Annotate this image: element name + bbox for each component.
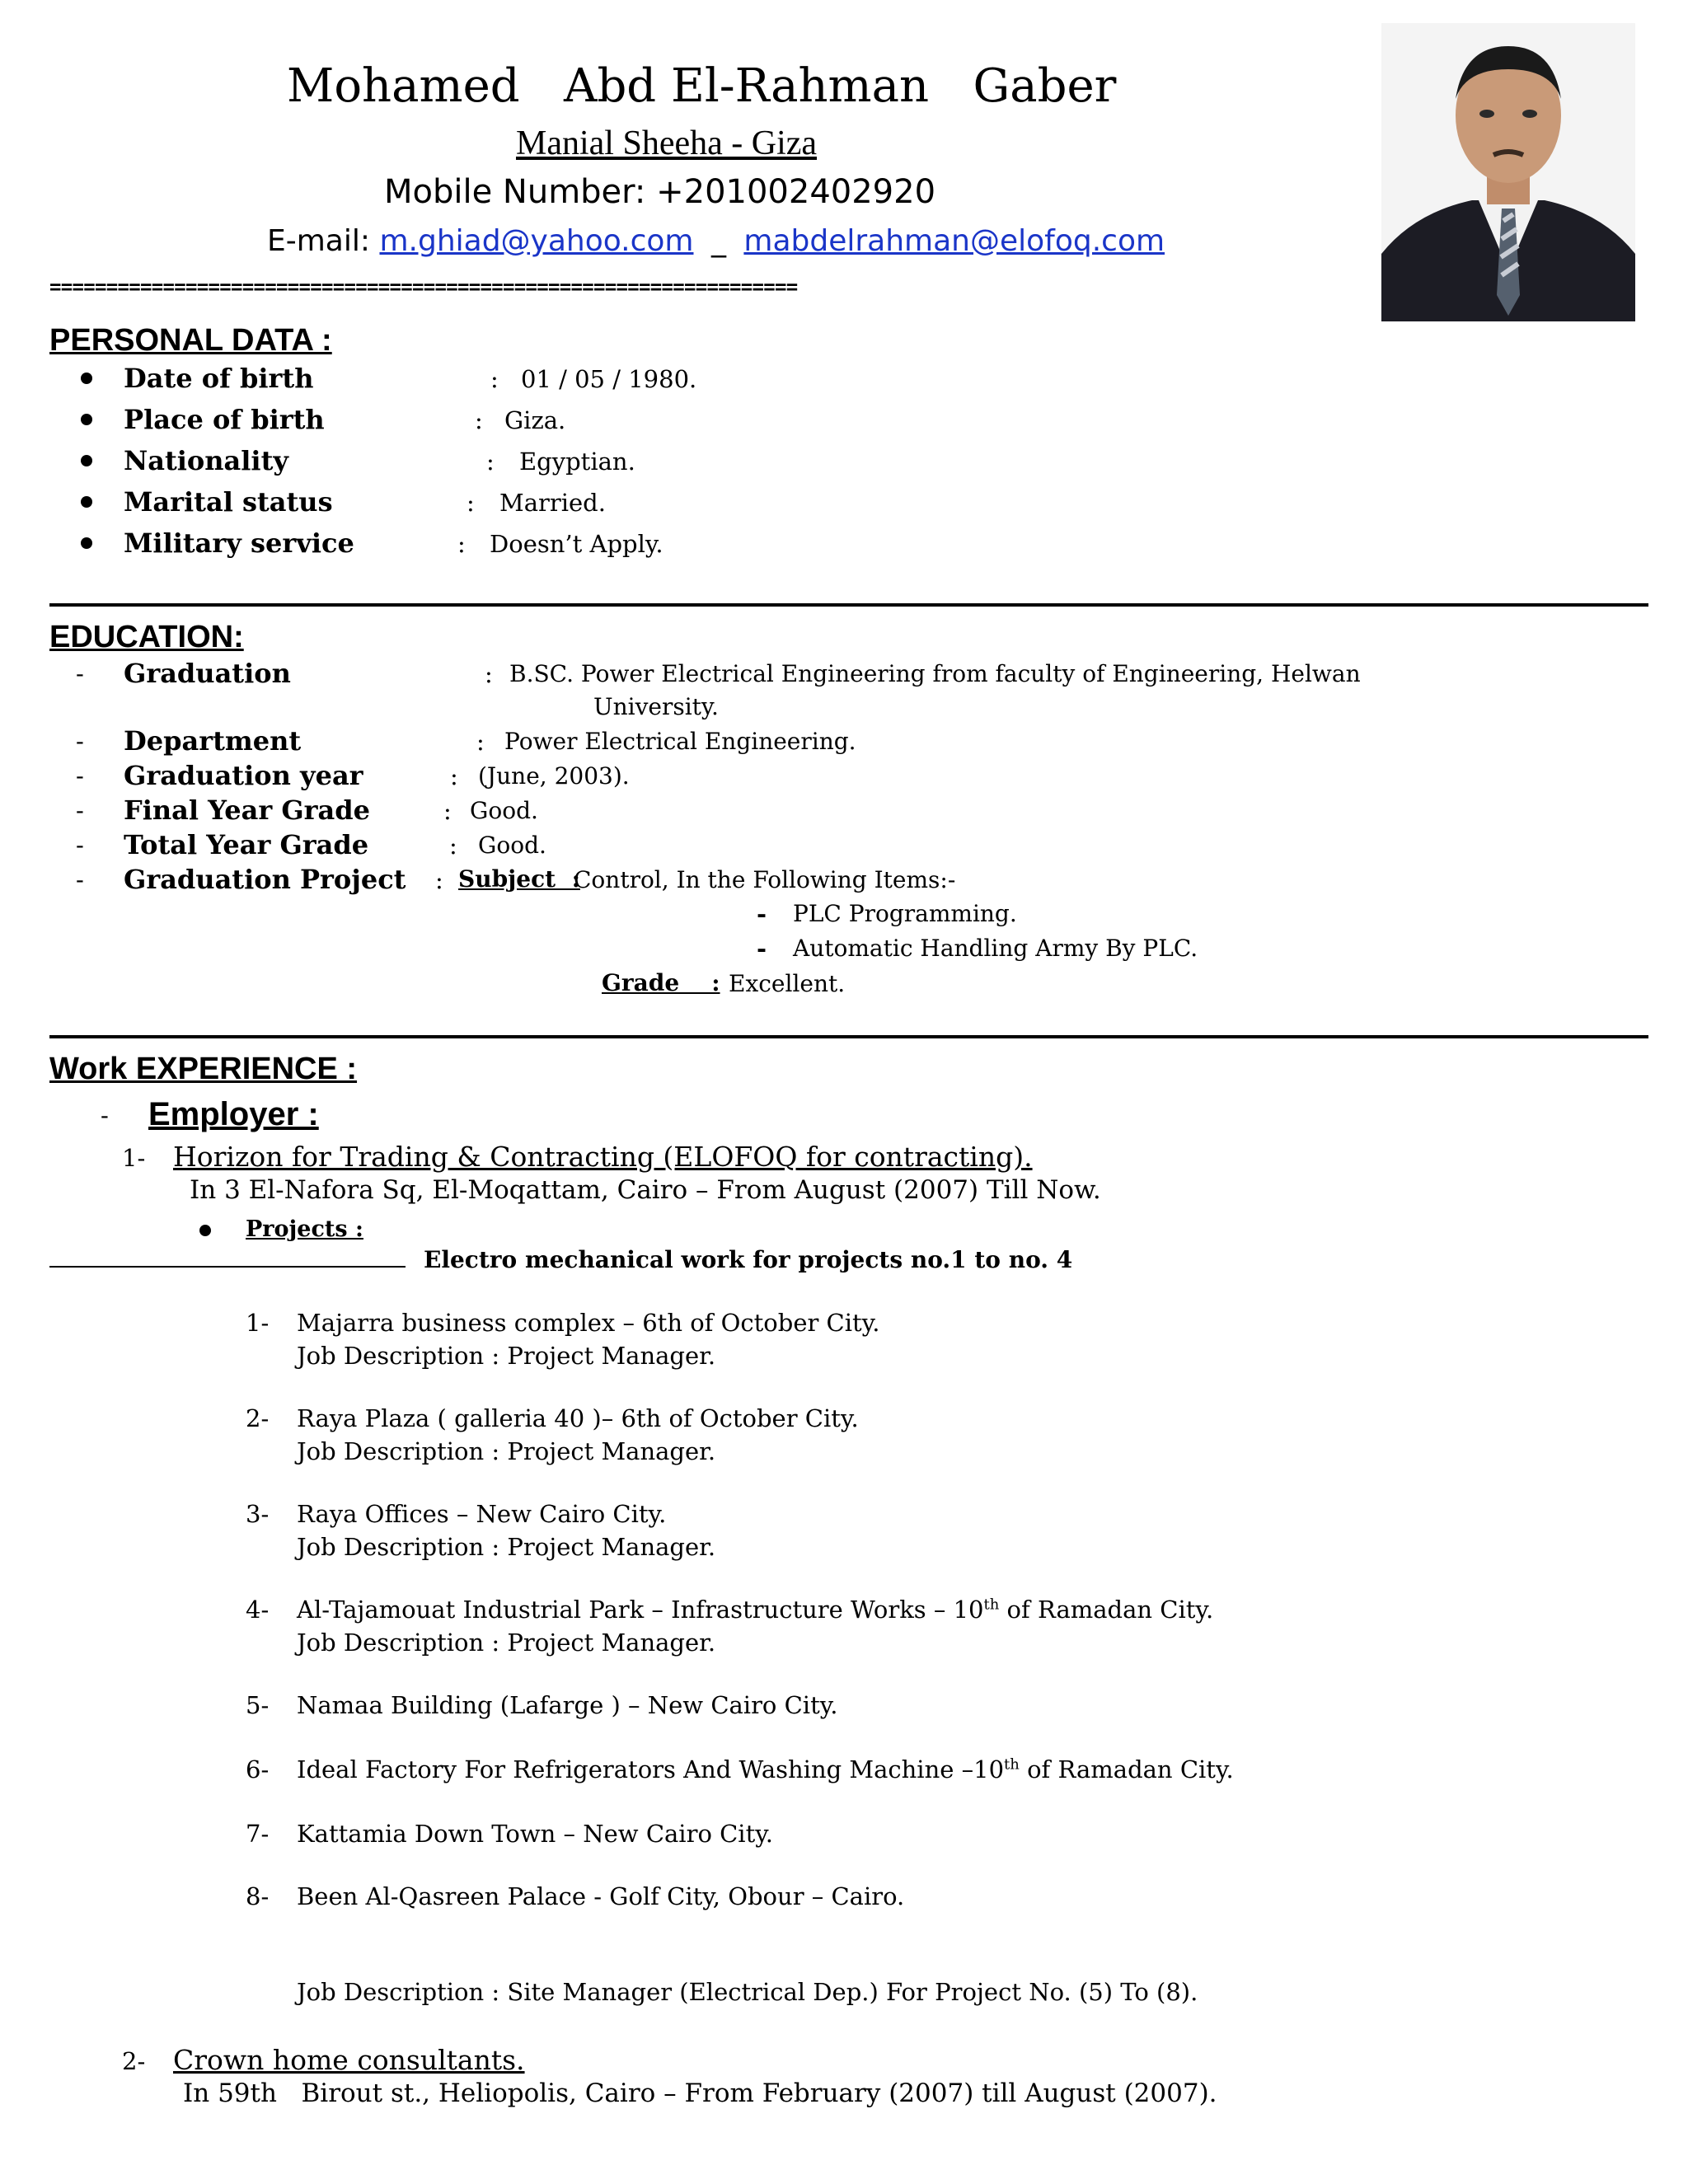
bullet-icon xyxy=(81,455,92,466)
section-divider xyxy=(49,1035,1648,1038)
military-label: Military service xyxy=(124,527,354,559)
grad-year-value: (June, 2003). xyxy=(478,762,630,790)
mobile-value: +201002402920 xyxy=(656,173,936,211)
project-3-job: Job Description : Project Manager. xyxy=(297,1533,716,1561)
final-grade-label: Final Year Grade xyxy=(124,794,370,826)
nationality-value: Egyptian. xyxy=(519,448,635,476)
employer-1-name: Horizon for Trading & Contracting (ELOFOQ for contracting). xyxy=(173,1141,1033,1173)
dash: - xyxy=(76,727,84,755)
final-grade-value: Good. xyxy=(470,797,538,824)
project-6-text-a: Ideal Factory For Refrigerators And Washing Machine –10 xyxy=(297,1755,1005,1783)
dash: - xyxy=(76,796,84,824)
dob-value: 01 / 05 / 1980. xyxy=(521,365,697,393)
grade-label: Grade : xyxy=(602,969,720,996)
project-item-1: PLC Programming. xyxy=(793,900,1017,927)
dob-label: Date of birth xyxy=(124,363,314,394)
dash: - xyxy=(76,865,84,893)
military-colon: : xyxy=(457,530,466,558)
graduation-colon: : xyxy=(485,660,493,688)
pob-value: Giza. xyxy=(504,406,566,434)
project-6-text xyxy=(297,1755,1234,1783)
total-grade-colon: : xyxy=(449,832,457,860)
mobile-line xyxy=(384,173,935,211)
employer-1-detail: In 3 El-Nafora Sq, El-Moqattam, Cairo – From August (2007) Till Now. xyxy=(190,1175,1101,1205)
email-line xyxy=(267,224,1165,258)
project-1-job: Job Description : Project Manager. xyxy=(297,1342,716,1370)
nationality-colon: : xyxy=(486,448,495,476)
project-7-number: 7- xyxy=(246,1820,270,1848)
bullet-icon xyxy=(199,1225,211,1236)
pob-label: Place of birth xyxy=(124,404,325,435)
military-value: Doesn’t Apply. xyxy=(490,530,663,558)
project-6-text-b: of Ramadan City. xyxy=(1019,1755,1234,1783)
subject-label: Subject : xyxy=(458,865,580,893)
project-2-text: Raya Plaza ( galleria 40 )– 6th of October City. xyxy=(297,1404,859,1432)
address: Manial Sheeha - Giza xyxy=(516,124,818,162)
email-separator: _ xyxy=(710,224,726,258)
full-name: Mohamed Abd El-Rahman Gaber xyxy=(287,59,1117,113)
dob-colon: : xyxy=(490,365,499,393)
header-divider: ================================================================== xyxy=(49,275,798,298)
dash: - xyxy=(101,1101,109,1129)
dash: - xyxy=(76,831,84,859)
project-1-number: 1- xyxy=(246,1309,270,1337)
marital-value: Married. xyxy=(499,489,606,517)
graduation-value-cont: University. xyxy=(593,693,719,720)
section-divider xyxy=(49,603,1648,607)
project-7-text: Kattamia Down Town – New Cairo City. xyxy=(297,1820,773,1848)
project-2-number: 2- xyxy=(246,1404,270,1432)
grad-year-label: Graduation year xyxy=(124,760,363,791)
dash: - xyxy=(757,900,767,928)
graduation-label: Graduation xyxy=(124,658,291,689)
grade-value: Excellent. xyxy=(729,970,846,997)
pob-colon: : xyxy=(475,406,483,434)
projects-label: Projects : xyxy=(246,1216,363,1242)
project-1-text: Majarra business complex – 6th of October City. xyxy=(297,1309,880,1337)
project-4-text-b: of Ramadan City. xyxy=(999,1596,1214,1624)
project-4-sup: th xyxy=(983,1596,1000,1614)
portrait-illustration xyxy=(1381,23,1635,321)
bullet-icon xyxy=(81,414,92,425)
total-grade-label: Total Year Grade xyxy=(124,829,369,860)
email-link-2[interactable]: mabdelrahman@elofoq.com xyxy=(743,224,1165,258)
project-2-job: Job Description : Project Manager. xyxy=(297,1437,716,1465)
project-6-sup: th xyxy=(1004,1755,1020,1774)
mobile-label: Mobile Number: xyxy=(384,173,646,211)
project-5-text: Namaa Building (Lafarge ) – New Cairo City. xyxy=(297,1691,838,1719)
profile-photo xyxy=(1381,23,1635,321)
projects-heading: Electro mechanical work for projects no.1 to no. 4 xyxy=(424,1246,1073,1273)
department-label: Department xyxy=(124,725,302,757)
bullet-icon xyxy=(81,373,92,384)
department-value: Power Electrical Engineering. xyxy=(504,728,856,755)
project-5-number: 5- xyxy=(246,1691,270,1719)
grad-year-colon: : xyxy=(450,762,458,790)
email-label: E-mail: xyxy=(267,224,370,258)
final-grade-colon: : xyxy=(443,797,452,825)
project-4-job: Job Description : Project Manager. xyxy=(297,1629,716,1657)
employer-1-number: 1- xyxy=(122,1144,146,1172)
nationality-label: Nationality xyxy=(124,445,288,476)
total-grade-value: Good. xyxy=(478,832,546,859)
project-3-number: 3- xyxy=(246,1500,270,1528)
site-job-description: Job Description : Site Manager (Electrical Dep.) For Project No. (5) To (8). xyxy=(297,1978,1198,2006)
bullet-icon xyxy=(81,537,92,549)
project-8-number: 8- xyxy=(246,1882,270,1910)
projects-underline xyxy=(49,1266,406,1268)
dash: - xyxy=(757,935,767,963)
employer-2-name: Crown home consultants. xyxy=(173,2044,525,2076)
project-4-text-a: Al-Tajamouat Industrial Park – Infrastructure Works – 10 xyxy=(297,1596,984,1624)
project-4-text xyxy=(297,1596,1213,1624)
department-colon: : xyxy=(476,728,485,756)
project-3-text: Raya Offices – New Cairo City. xyxy=(297,1500,667,1528)
marital-colon: : xyxy=(467,489,475,517)
work-experience-heading: Work EXPERIENCE : xyxy=(49,1052,358,1086)
marital-label: Marital status xyxy=(124,486,333,518)
project-8-text: Been Al-Qasreen Palace - Golf City, Obour – Cairo. xyxy=(297,1882,905,1910)
employer-2-number: 2- xyxy=(122,2047,146,2075)
bullet-icon xyxy=(81,496,92,508)
subject-value: Control, In the Following Items:- xyxy=(574,866,956,893)
project-6-number: 6- xyxy=(246,1755,270,1783)
grad-project-label: Graduation Project xyxy=(124,864,406,895)
dash: - xyxy=(76,659,84,687)
employer-heading: Employer : xyxy=(148,1096,319,1132)
education-heading: EDUCATION: xyxy=(49,620,244,654)
email-link-1[interactable]: m.ghiad@yahoo.com xyxy=(379,224,694,258)
project-item-2: Automatic Handling Army By PLC. xyxy=(793,935,1198,962)
project-4-number: 4- xyxy=(246,1596,270,1624)
grad-project-colon: : xyxy=(435,866,443,894)
personal-data-heading: PERSONAL DATA : xyxy=(49,323,332,358)
graduation-value: B.SC. Power Electrical Engineering from faculty of Engineering, Helwan xyxy=(509,660,1361,687)
employer-2-detail: In 59th Birout st., Heliopolis, Cairo – From February (2007) till August (2007). xyxy=(183,2079,1217,2108)
dash: - xyxy=(76,762,84,790)
